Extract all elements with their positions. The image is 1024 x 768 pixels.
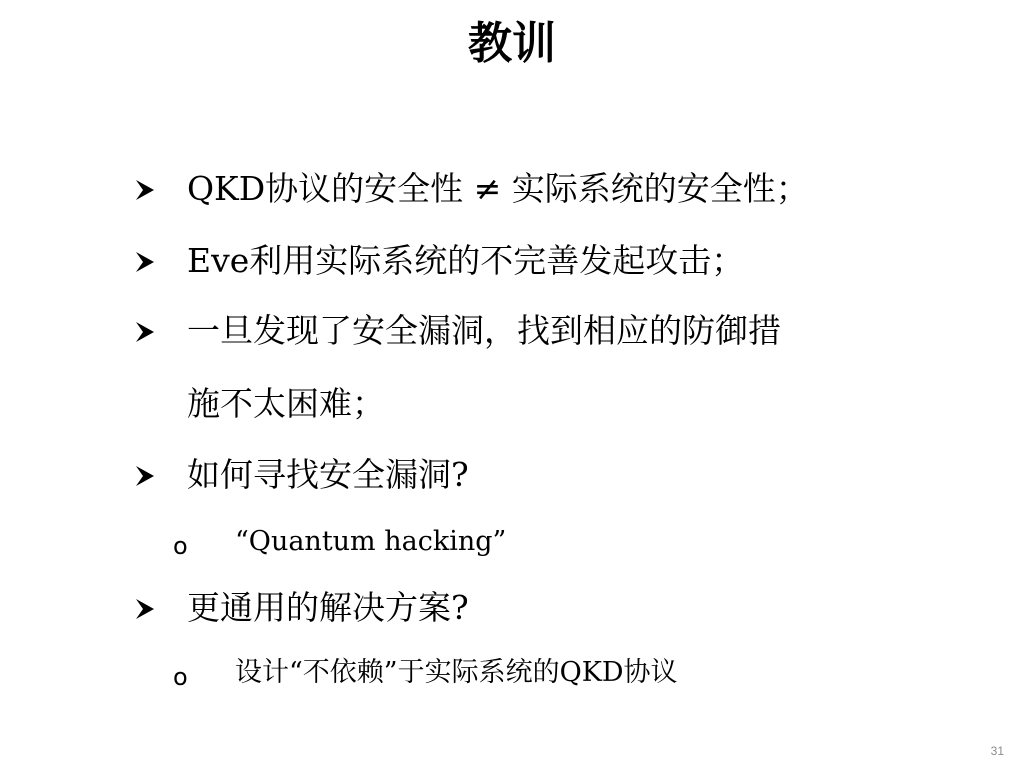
bullet-text: QKD协议的安全性 ≠ 实际系统的安全性； xyxy=(187,169,809,208)
bullet-text: 一旦发现了安全漏洞，找到相应的防御措 xyxy=(187,311,781,350)
arrowhead-bullet-icon xyxy=(134,465,156,487)
bullet-text: 如何寻找安全漏洞? xyxy=(187,455,469,494)
sub-bullet-text: “Quantum hacking” xyxy=(235,526,507,557)
page-number: 31 xyxy=(990,744,1004,758)
sub-bullet-text: 设计“不依赖”于实际系统的QKD协议 xyxy=(235,657,678,688)
arrowhead-bullet-icon xyxy=(134,321,156,343)
sub-bullet-marker: o xyxy=(173,663,188,691)
bullet-text-continuation: 施不太困难； xyxy=(187,384,385,423)
arrowhead-bullet-icon xyxy=(134,251,156,273)
arrowhead-bullet-icon xyxy=(134,598,156,620)
arrowhead-bullet-icon xyxy=(134,179,156,201)
sub-bullet-marker: o xyxy=(173,532,188,560)
bullet-text: 更通用的解决方案? xyxy=(187,588,469,627)
slide-title: 教训 xyxy=(468,18,556,69)
bullet-text: Eve利用实际系统的不完善发起攻击； xyxy=(187,241,745,280)
